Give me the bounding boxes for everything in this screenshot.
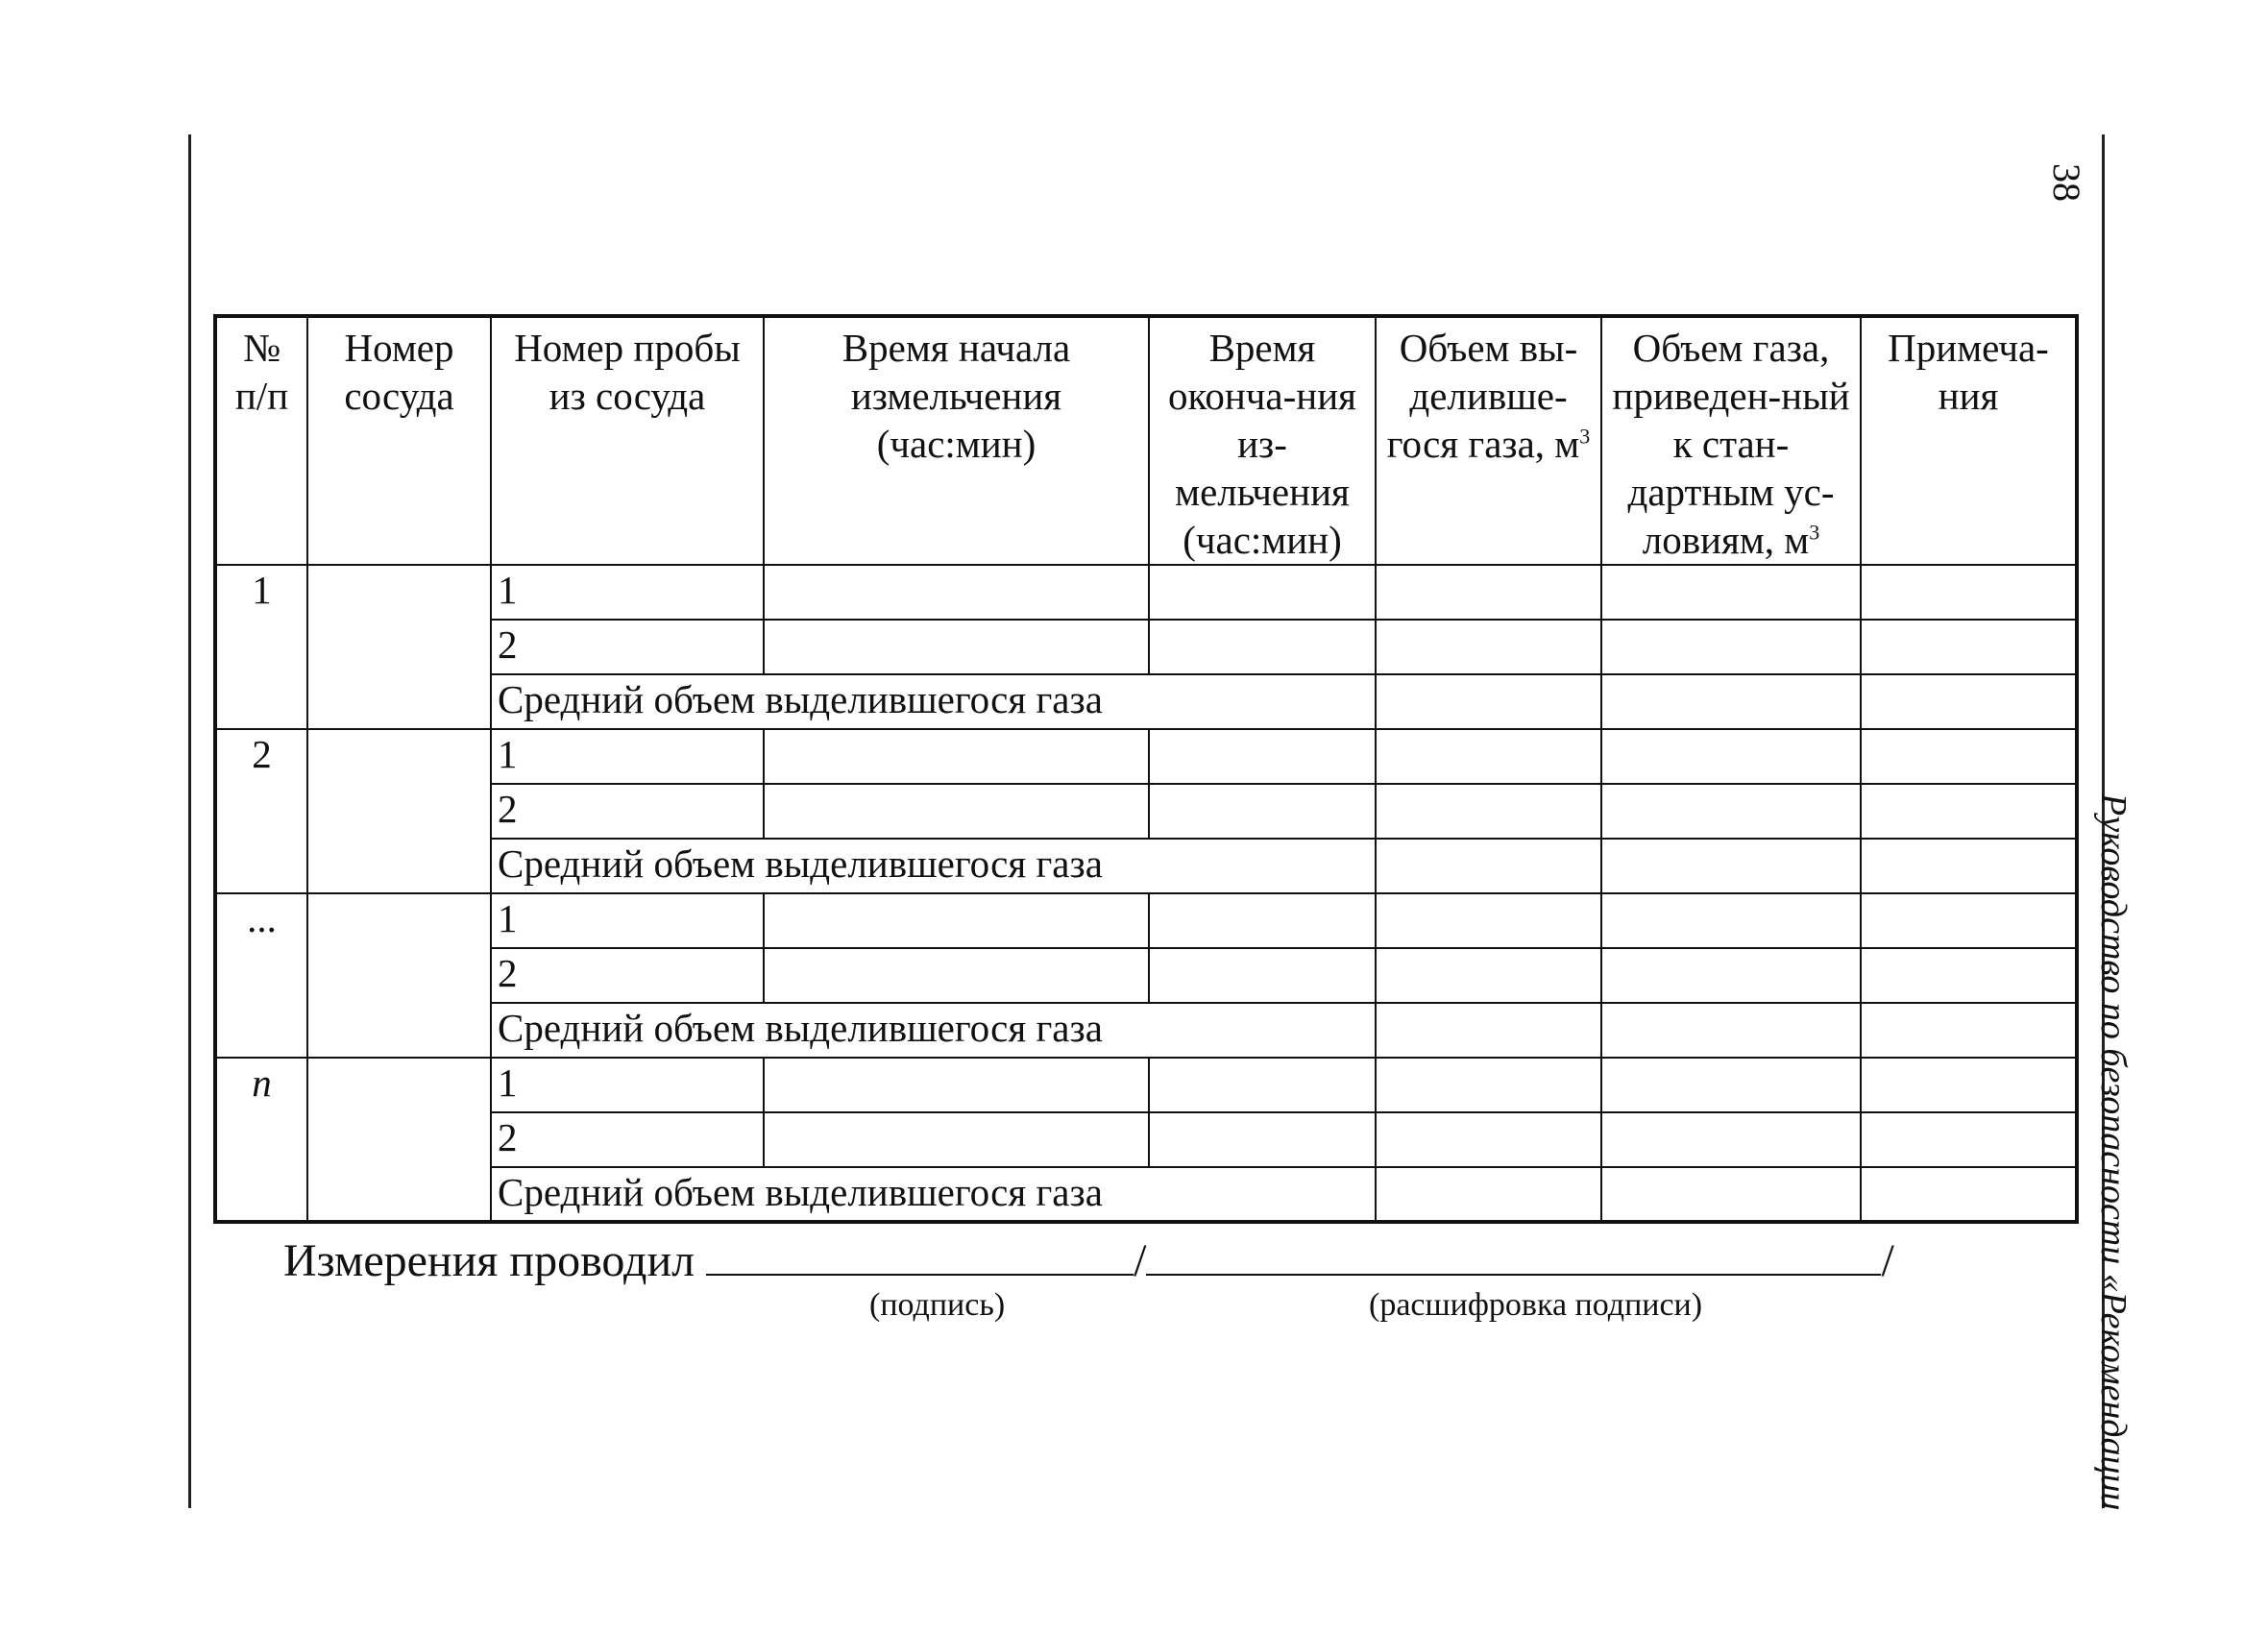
sample-number: 2 bbox=[491, 784, 764, 839]
signature-line bbox=[283, 1234, 1894, 1287]
gas-volume-cell[interactable] bbox=[1376, 565, 1601, 620]
notes-cell[interactable] bbox=[1861, 839, 2077, 893]
gas-volume-cell[interactable] bbox=[1376, 839, 1601, 893]
standard-volume-cell[interactable] bbox=[1601, 1058, 1861, 1112]
gas-volume-cell[interactable] bbox=[1376, 893, 1601, 948]
standard-volume-cell[interactable] bbox=[1601, 674, 1861, 729]
sample-number: 2 bbox=[491, 1112, 764, 1167]
standard-volume-cell[interactable] bbox=[1601, 893, 1861, 948]
gas-volume-cell[interactable] bbox=[1376, 674, 1601, 729]
average-row bbox=[215, 1003, 2077, 1058]
average-row bbox=[215, 1167, 2077, 1222]
separator: / bbox=[1134, 1235, 1147, 1286]
row-index: ... bbox=[215, 893, 307, 1058]
average-row bbox=[215, 839, 2077, 893]
notes-cell[interactable] bbox=[1861, 1003, 2077, 1058]
standard-volume-cell[interactable] bbox=[1601, 1167, 1861, 1222]
gas-volume-cell[interactable] bbox=[1376, 948, 1601, 1003]
notes-cell[interactable] bbox=[1861, 565, 2077, 620]
sample-number: 2 bbox=[491, 948, 764, 1003]
end-time-cell[interactable] bbox=[1149, 565, 1376, 620]
standard-volume-cell[interactable] bbox=[1601, 784, 1861, 839]
header-index: № п/п bbox=[215, 316, 307, 565]
start-time-cell[interactable] bbox=[764, 948, 1149, 1003]
signature-decode-field[interactable] bbox=[1146, 1235, 1881, 1276]
row-index: n bbox=[215, 1058, 307, 1222]
end-mark: / bbox=[1881, 1235, 1894, 1286]
start-time-cell[interactable] bbox=[764, 784, 1149, 839]
start-time-cell[interactable] bbox=[764, 1112, 1149, 1167]
start-time-cell[interactable] bbox=[764, 729, 1149, 784]
standard-volume-cell[interactable] bbox=[1601, 948, 1861, 1003]
end-time-cell[interactable] bbox=[1149, 1058, 1376, 1112]
table-row bbox=[215, 1058, 2077, 1112]
vessel-cell[interactable] bbox=[307, 1058, 491, 1222]
gas-volume-cell[interactable] bbox=[1376, 1167, 1601, 1222]
vessel-cell[interactable] bbox=[307, 565, 491, 729]
header-standard-volume: Объем газа, приведен-ный к стан-дартным ус-ловиям, $м^3$ bbox=[1601, 316, 1861, 565]
left-margin-rule bbox=[188, 134, 191, 1508]
table-row bbox=[215, 1112, 2077, 1167]
decode-caption: (расшифровка подписи) bbox=[1369, 1287, 1703, 1323]
start-time-cell[interactable] bbox=[764, 1058, 1149, 1112]
signature-caption: (подпись) bbox=[869, 1287, 1006, 1323]
average-label: Средний объем выделившегося газа bbox=[491, 1003, 1376, 1058]
start-time-cell[interactable] bbox=[764, 620, 1149, 674]
notes-cell[interactable] bbox=[1861, 1167, 2077, 1222]
notes-cell[interactable] bbox=[1861, 620, 2077, 674]
end-time-cell[interactable] bbox=[1149, 620, 1376, 674]
notes-cell[interactable] bbox=[1861, 1112, 2077, 1167]
standard-volume-cell[interactable] bbox=[1601, 1112, 1861, 1167]
standard-volume-cell[interactable] bbox=[1601, 1003, 1861, 1058]
table-row bbox=[215, 893, 2077, 948]
notes-cell[interactable] bbox=[1861, 674, 2077, 729]
average-row bbox=[215, 674, 2077, 729]
page-number: 38 bbox=[2045, 163, 2088, 202]
standard-volume-cell[interactable] bbox=[1601, 565, 1861, 620]
standard-volume-cell[interactable] bbox=[1601, 839, 1861, 893]
sample-number: 2 bbox=[491, 620, 764, 674]
table-row bbox=[215, 948, 2077, 1003]
average-label: Средний объем выделившегося газа bbox=[491, 1167, 1376, 1222]
notes-cell[interactable] bbox=[1861, 729, 2077, 784]
end-time-cell[interactable] bbox=[1149, 1112, 1376, 1167]
gas-volume-cell[interactable] bbox=[1376, 620, 1601, 674]
table-row bbox=[215, 620, 2077, 674]
row-index: 1 bbox=[215, 565, 307, 729]
table-row bbox=[215, 729, 2077, 784]
header-gas-volume: Объем вы-делившe-гося газа, $м^3$ bbox=[1376, 316, 1601, 565]
table-row bbox=[215, 784, 2077, 839]
notes-cell[interactable] bbox=[1861, 893, 2077, 948]
table-row bbox=[215, 565, 2077, 620]
signature-field[interactable] bbox=[706, 1235, 1134, 1276]
vessel-cell[interactable] bbox=[307, 729, 491, 893]
vessel-cell[interactable] bbox=[307, 893, 491, 1058]
end-time-cell[interactable] bbox=[1149, 893, 1376, 948]
notes-cell[interactable] bbox=[1861, 784, 2077, 839]
header-notes: Примеча-ния bbox=[1861, 316, 2077, 565]
notes-cell[interactable] bbox=[1861, 1058, 2077, 1112]
header-start-time: Время начала измельчения (час:мин) bbox=[764, 316, 1149, 565]
header-sample: Номер пробы из сосуда bbox=[491, 316, 764, 565]
average-label: Средний объем выделившегося газа bbox=[491, 674, 1376, 729]
average-label: Средний объем выделившегося газа bbox=[491, 839, 1376, 893]
gas-volume-cell[interactable] bbox=[1376, 1003, 1601, 1058]
sample-number: 1 bbox=[491, 1058, 764, 1112]
running-title: Руководство по безопасности «Рекомендации bbox=[2093, 793, 2134, 1511]
standard-volume-cell[interactable] bbox=[1601, 620, 1861, 674]
end-time-cell[interactable] bbox=[1149, 784, 1376, 839]
header-vessel: Номер сосуда bbox=[307, 316, 491, 565]
row-index: 2 bbox=[215, 729, 307, 893]
start-time-cell[interactable] bbox=[764, 565, 1149, 620]
end-time-cell[interactable] bbox=[1149, 948, 1376, 1003]
signature-label: Измерения проводил bbox=[283, 1235, 695, 1286]
gas-volume-cell[interactable] bbox=[1376, 1058, 1601, 1112]
notes-cell[interactable] bbox=[1861, 948, 2077, 1003]
sample-number: 1 bbox=[491, 893, 764, 948]
gas-volume-cell[interactable] bbox=[1376, 1112, 1601, 1167]
header-end-time: Время оконча-ния из-мельчения (час:мин) bbox=[1149, 316, 1376, 565]
start-time-cell[interactable] bbox=[764, 893, 1149, 948]
table-header-row bbox=[215, 316, 2077, 565]
standard-volume-cell[interactable] bbox=[1601, 729, 1861, 784]
sample-number: 1 bbox=[491, 729, 764, 784]
sample-number: 1 bbox=[491, 565, 764, 620]
end-time-cell[interactable] bbox=[1149, 729, 1376, 784]
measurement-table bbox=[213, 314, 2079, 1224]
gas-volume-cell[interactable] bbox=[1376, 784, 1601, 839]
gas-volume-cell[interactable] bbox=[1376, 729, 1601, 784]
